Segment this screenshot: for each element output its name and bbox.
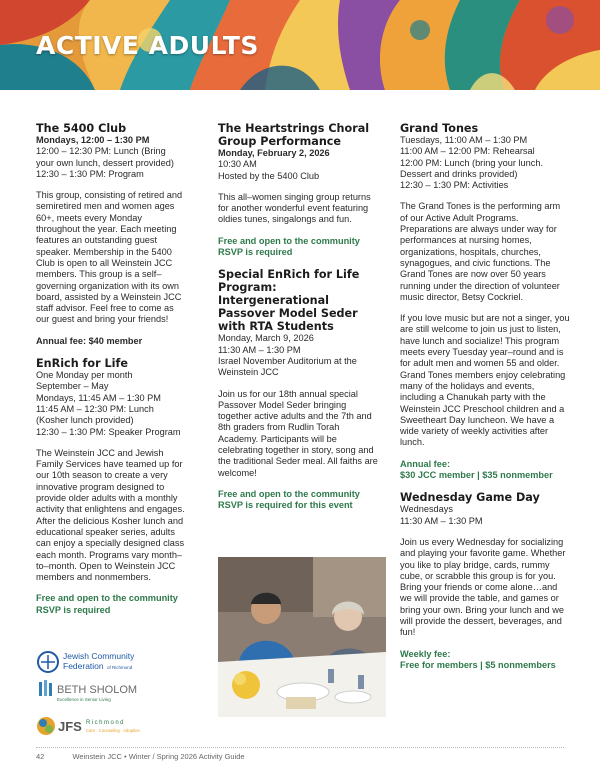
footer <box>36 752 245 761</box>
club-5400-title: The 5400 Club <box>36 122 127 135</box>
jfs-city: Richmond <box>86 720 126 726</box>
beth-sholom-tagline: Excellence in Senior Living <box>57 697 111 702</box>
choral-description: This all–women singing group returns for another wonderful event featuring oldies tunes, singalongs and fun. <box>218 191 371 225</box>
partner-logos <box>36 650 166 742</box>
partner-logos-art <box>36 650 166 742</box>
club-5400-line: 12:00 – 12:30 PM: Lunch (Bring your own lunch, dessert provided) <box>36 146 174 168</box>
seder-photo-art <box>218 557 386 717</box>
seder-description: Join us for our 18th annual special Passover Model Seder bringing together active adults and the 7th and 8th graders from Rudlin Torah Academy. Participants will be celebrating together in story, song and the traditional Seder meal. All faiths are welcome! <box>218 388 378 478</box>
tones-title: Grand Tones <box>400 122 479 135</box>
enrich-note: Free and open to the community <box>36 593 178 604</box>
game-day-line: Wednesdays <box>400 504 453 515</box>
beth-sholom-logo <box>39 680 137 702</box>
club-5400-fee: Annual fee: $40 member <box>36 335 143 346</box>
seder-line: Monday, March 9, 2026 <box>218 333 314 344</box>
jfs-name: JFS <box>58 719 82 734</box>
seder-photo <box>218 557 386 717</box>
choral-note: Free and open to the community <box>218 235 360 246</box>
tones-line: 11:00 AM – 12:00 PM: Rehearsal <box>400 146 535 157</box>
tones-line: 12:30 – 1:30 PM: Activities <box>400 180 509 191</box>
footer-divider <box>36 747 564 748</box>
game-day-description: Join us every Wednesday for socializing and playing your favorite game. Whether you like to play bridge, cards, rummy cube, or scrabble this group is for you. Bring your friends or come alone…and we will provide the table, and games or bring your own. Bring your lunch and we will provide the dessert, beverages, and fun! <box>400 536 566 638</box>
enrich-line: Mondays, 11:45 AM – 1:30 PM <box>36 392 161 403</box>
seder-title: Special EnRich for Life Program: Intergenerational Passover Model Seder with RTA Students <box>218 268 360 334</box>
tones-description-2: If you love music but are not a singer, you are still welcome to join us just to listen, have lunch and socialize! This program meets every Tuesday year–round and is for adult men and women 55 and older. Grand Tones members enjoy celebrating many of the holidays and events, including a Chanukah party with the Weinstein JCC Preschool children and a Sweetheart Day luncheon. We have a wide variety of weekly activities after lunch. <box>400 313 570 448</box>
game-day-fee: Free for members | $5 nonmembers <box>400 659 556 670</box>
enrich-line: One Monday per month <box>36 370 133 381</box>
enrich-rsvp: RSVP is required <box>36 604 111 615</box>
enrich-line: 11:45 AM – 12:30 PM: Lunch (Kosher lunch provided) <box>36 403 154 426</box>
page-title: ACTIVE ADULTS <box>36 31 259 60</box>
club-5400-line: 12:30 – 1:30 PM: Program <box>36 168 144 179</box>
seder-rsvp: RSVP is required for this event <box>218 500 353 511</box>
tones-fee-label: Annual fee: <box>400 458 451 469</box>
choral-rsvp: RSVP is required <box>218 247 293 258</box>
game-day-line: 11:30 AM – 1:30 PM <box>400 515 483 526</box>
jcf-logo <box>38 651 135 672</box>
club-5400-description: This group, consisting of retired and semiretired men and women ages 60+, meets every Monday throughout the year. Each meeting features an outstanding guest speaker. Membership in the 5400 Club is open to all Weinstein JCC members. This group is a self–governing organization with its own board, assisted by a Weinstein JCC staff advisor. Feel free to come as our guest and bring your friends! <box>36 190 183 325</box>
header-banner <box>0 0 600 90</box>
seder-note: Free and open to the community <box>218 488 360 499</box>
footer-text: Weinstein JCC • Winter / Spring 2026 Activity Guide <box>72 752 245 761</box>
choral-line: 10:30 AM <box>218 159 257 170</box>
jcf-name-line2: Federation <box>63 661 104 671</box>
page-number: 42 <box>36 752 45 761</box>
tones-line: Tuesdays, 11:00 AM – 1:30 PM <box>400 135 528 145</box>
enrich-description: The Weinstein JCC and Jewish Family Services have teamed up for our 10th season to create a very innovative program designed to provide older adults with a monthly activity that enlightens and engages. After the delicious Kosher lunch and educational speaker series, adults can enjoy a specially designed class each month. Programs vary month–to–month. Open to Weinstein JCC members and nonmembers. <box>36 447 185 583</box>
enrich-line: September – May <box>36 381 109 392</box>
jfs-logo <box>37 717 140 735</box>
choral-date: Monday, February 2, 2026 <box>218 148 330 158</box>
tones-line: 12:00 PM: Lunch (bring your lunch. Dessert and drinks provided) <box>400 157 543 179</box>
tones-description: The Grand Tones is the performing arm of our Active Adult Programs. Preparations are always under way for performances at nursing homes, organizations, hospitals, churches, synagogues, and civic functions. The Grand Tones are now over 50 years running under the direction of volunteer music director, Betsy Cockriel. <box>400 201 561 302</box>
column-left <box>36 122 186 616</box>
seder-line: 11:30 AM – 1:30 PM <box>218 344 301 355</box>
choral-title: The Heartstrings Choral Group Performance <box>218 122 370 148</box>
seder-line: Israel November Auditorium at the Weinstein JCC <box>218 355 357 378</box>
column-right <box>400 122 570 671</box>
jcf-name-line1: Jewish Community <box>63 651 135 661</box>
club-5400-schedule: Mondays, 12:00 – 1:30 PM <box>36 135 150 145</box>
enrich-title: EnRich for Life <box>36 357 128 371</box>
game-day-fee-label: Weekly fee: <box>400 648 451 659</box>
tones-fee: $30 JCC member | $35 nonmember <box>400 470 553 481</box>
game-day-title: Wednesday Game Day <box>400 491 540 505</box>
enrich-line: 12:30 – 1:30 PM: Speaker Program <box>36 426 181 437</box>
jfs-tagline: Care · Counseling · Adoption <box>86 728 140 733</box>
column-middle <box>218 122 378 512</box>
jcf-city: of Richmond <box>107 665 133 670</box>
choral-line: Hosted by the 5400 Club <box>218 170 320 181</box>
beth-sholom-name: BETH SHOLOM <box>57 684 138 696</box>
